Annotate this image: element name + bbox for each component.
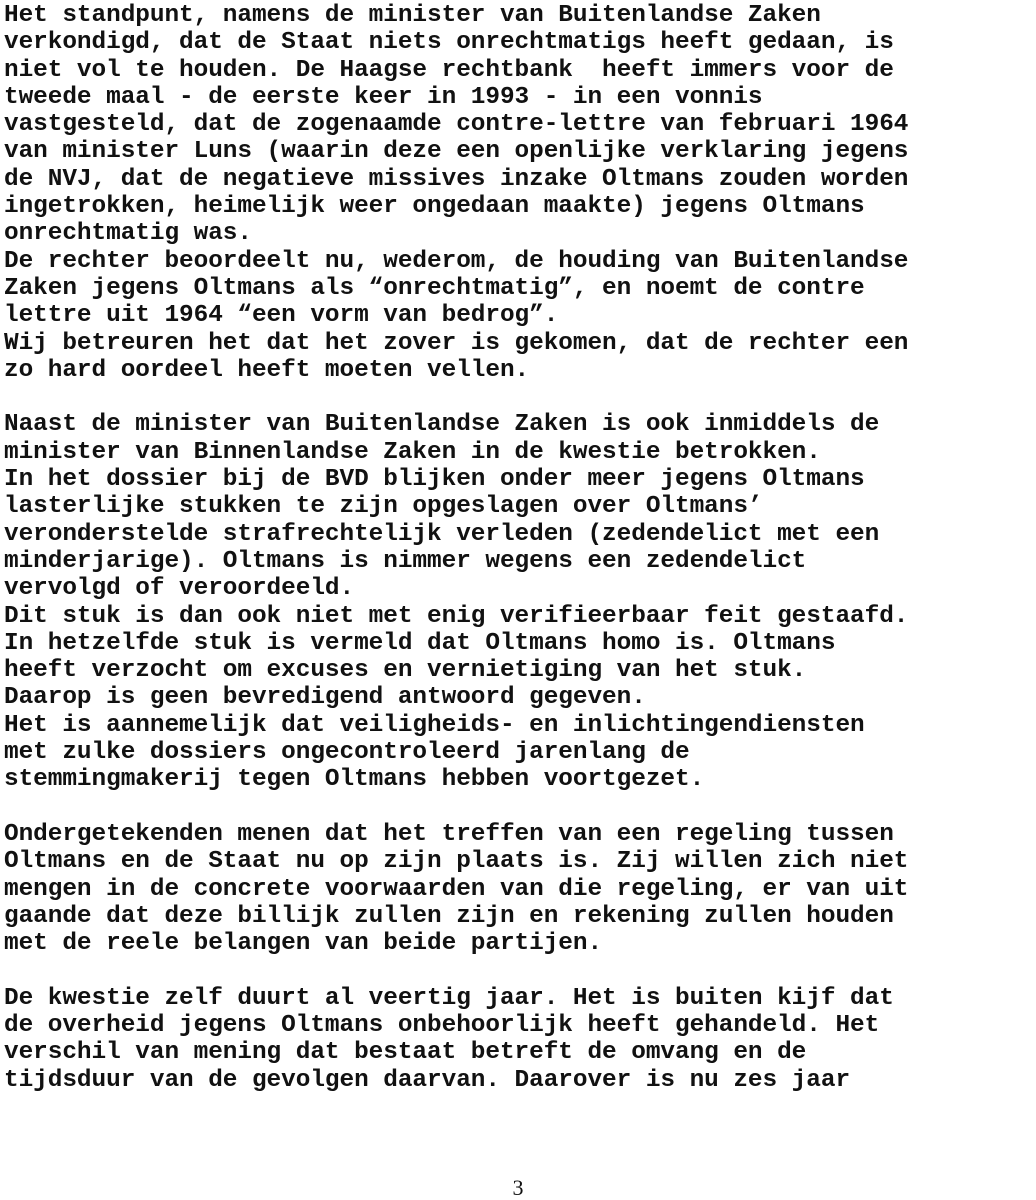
text-line: tijdsduur van de gevolgen daarvan. Daarover is nu zes jaar (4, 1066, 851, 1094)
text-line: vastgesteld, dat de zogenaamde contre-lettre van februari 1964 (4, 111, 909, 139)
text-line: stemmingmakerij tegen Oltmans hebben voortgezet. (4, 766, 705, 794)
text-line: onrechtmatig was. (4, 220, 252, 248)
text-line: veronderstelde strafrechtelijk verleden (zedendelict met een (4, 520, 880, 548)
text-line: Dit stuk is dan ook niet met enig verifieerbaar feit gestaafd. (4, 602, 909, 630)
text-line: de overheid jegens Oltmans onbehoorlijk heeft gehandeld. Het (4, 1011, 880, 1039)
text-line: verkondigd, dat de Staat niets onrechtmatigs heeft gedaan, is (4, 29, 894, 57)
text-line: Ondergetekenden menen dat het treffen van een regeling tussen (4, 820, 894, 848)
paragraph (4, 985, 1036, 1094)
text-line: heeft verzocht om excuses en vernietiging van het stuk. (4, 657, 807, 685)
text-line: vervolgd of veroordeeld. (4, 575, 355, 603)
text-line: Het standpunt, namens de minister van Buitenlandse Zaken (4, 2, 821, 29)
text-line: Oltmans en de Staat nu op zijn plaats is. Zij willen zich niet (4, 848, 909, 876)
text-line: minderjarige). Oltmans is nimmer wegens een zedendelict (4, 547, 807, 575)
text-line: niet vol te houden. De Haagse rechtbank heeft immers voor de (4, 56, 894, 84)
text-line: In hetzelfde stuk is vermeld dat Oltmans homo is. Oltmans (4, 629, 836, 657)
text-line: met zulke dossiers ongecontroleerd jarenlang de (4, 739, 690, 767)
text-line: minister van Binnenlandse Zaken in de kwestie betrokken. (4, 438, 821, 466)
text-line: De rechter beoordeelt nu, wederom, de houding van Buitenlandse (4, 247, 909, 275)
text-line: lasterlijke stukken te zijn opgeslagen over Oltmans’ (4, 493, 763, 521)
document-body (4, 2, 1036, 1094)
text-line: gaande dat deze billijk zullen zijn en rekening zullen houden (4, 902, 894, 930)
page-number: 3 (512, 1175, 524, 1200)
text-line: met de reele belangen van beide partijen. (4, 930, 603, 958)
text-line: Daarop is geen bevredigend antwoord gegeven. (4, 684, 646, 712)
text-line: verschil van mening dat bestaat betreft de omvang en de (4, 1039, 807, 1067)
text-line: mengen in de concrete voorwaarden van die regeling, er van uit (4, 875, 909, 903)
text-line: van minister Luns (waarin deze een openlijke verklaring jegens (4, 138, 909, 166)
text-line: zo hard oordeel heeft moeten vellen. (4, 356, 530, 384)
text-line: de NVJ, dat de negatieve missives inzake Oltmans zouden worden (4, 165, 909, 193)
paragraph (4, 2, 1036, 384)
text-line: Het is aannemelijk dat veiligheids- en inlichtingendiensten (4, 711, 865, 739)
text-line: Wij betreuren het dat het zover is gekomen, dat de rechter een (4, 329, 909, 357)
text-line: tweede maal - de eerste keer in 1993 - in een vonnis (4, 83, 763, 111)
text-line: De kwestie zelf duurt al veertig jaar. Het is buiten kijf dat (4, 984, 894, 1012)
text-line: lettre uit 1964 “een vorm van bedrog”. (4, 302, 559, 330)
text-line: ingetrokken, heimelijk weer ongedaan maakte) jegens Oltmans (4, 193, 865, 221)
paragraph (4, 411, 1036, 793)
text-line: Zaken jegens Oltmans als “onrechtmatig”, en noemt de contre (4, 274, 865, 302)
paragraph (4, 821, 1036, 957)
text-line: Naast de minister van Buitenlandse Zaken is ook inmiddels de (4, 411, 880, 439)
text-line: In het dossier bij de BVD blijken onder meer jegens Oltmans (4, 466, 865, 494)
